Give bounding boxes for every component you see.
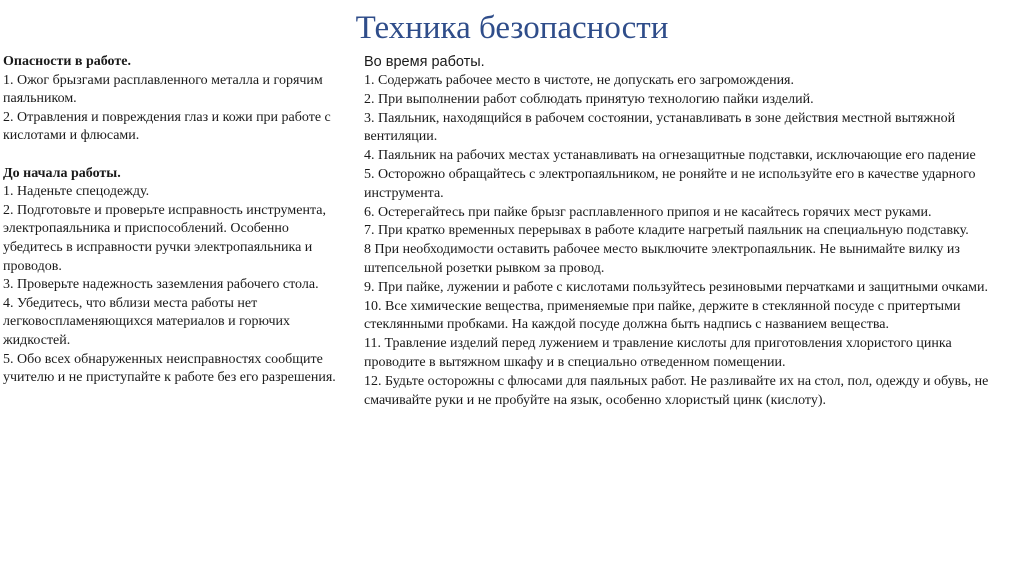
during-work-item-10: 10. Все химические вещества, применяемые при пайке, держите в стеклянной посуде с притертыми стеклянными пробками. На каждой посуде должна быть надпись с названием вещества.: [364, 298, 961, 333]
during-work-item-9: 9. При пайке, лужении и работе с кислотами пользуйтесь резиновыми перчатками и защитными очками.: [364, 279, 988, 295]
during-work-item-1: 1. Содержать рабочее место в чистоте, не допускать его загромождения.: [364, 73, 795, 88]
during-work-item-6: 6. Остерегайтесь при пайке брызг расплавленного припоя и не касайтесь горячих мест руками.: [364, 204, 932, 220]
during-work-heading: Во время работы.: [364, 54, 485, 70]
during-work-item-3: 3. Паяльник, находящийся в рабочем состоянии, устанавливать в зоне действия местной вытяжной вентиляции.: [364, 110, 956, 145]
before-work-item-1: 1. Наденьте спецодежду.: [3, 184, 150, 200]
before-work-item-4: 4. Убедитесь, что вблизи места работы нет легковоспламеняющихся материалов и горючих жидкостей.: [3, 295, 291, 348]
during-work-item-7: 7. При кратко временных перерывах в работе кладите нагретый паяльник на специальную подставку.: [364, 223, 969, 239]
before-work-item-3: 3. Проверьте надежность заземления рабочего стола.: [3, 277, 319, 293]
right-column: [364, 53, 1014, 410]
before-work-heading: До начала работы.: [3, 165, 121, 181]
left-column: [3, 53, 343, 388]
slide-title: Техника безопасности: [355, 10, 669, 46]
hazards-heading: Опасности в работе.: [3, 54, 131, 69]
section-spacer: [3, 146, 343, 165]
before-work-item-5: 5. Обо всех обнаруженных неисправностях сообщите учителю и не приступайте к работе без его разрешения.: [3, 351, 336, 386]
during-work-item-11: 11. Травление изделий перед лужением и травление кислоты для приготовления хлористого цинка проводите в вытяжном шкафу и в специально отведенном помещении.: [364, 336, 952, 370]
during-work-item-8: 8 При необходимости оставить рабочее место выключите электропаяльник. Не вынимайте вилку из штепсельной розетки рывком за провод.: [364, 242, 960, 276]
hazards-item-2: 2. Отравления и повреждения глаз и кожи при работе с кислотами и флюсами.: [3, 109, 331, 144]
during-work-item-5: 5. Осторожно обращайтесь с электропаяльником, не роняйте и не используйте его в качестве ударного инструмента.: [364, 166, 976, 201]
hazards-item-1: 1. Ожог брызгами расплавленного металла и горячим паяльником.: [3, 72, 323, 107]
during-work-item-4: 4. Паяльник на рабочих местах устанавливать на огнезащитные подставки, исключающие его падение: [364, 148, 976, 164]
during-work-item-2: 2. При выполнении работ соблюдать принятую технологию пайки изделий.: [364, 91, 814, 107]
during-work-item-12: 12. Будьте осторожны с флюсами для паяльных работ. Не разливайте их на стол, пол, одежду и обувь, не смачивайте руки и не пробуйте на язык, особенно хлористый цинк (кислоту).: [364, 373, 989, 408]
before-work-item-2: 2. Подготовьте и проверьте исправность инструмента, электропаяльника и приспособлений. Особенно убедитесь в исправности ручки электропаяльника и проводов.: [3, 202, 326, 274]
